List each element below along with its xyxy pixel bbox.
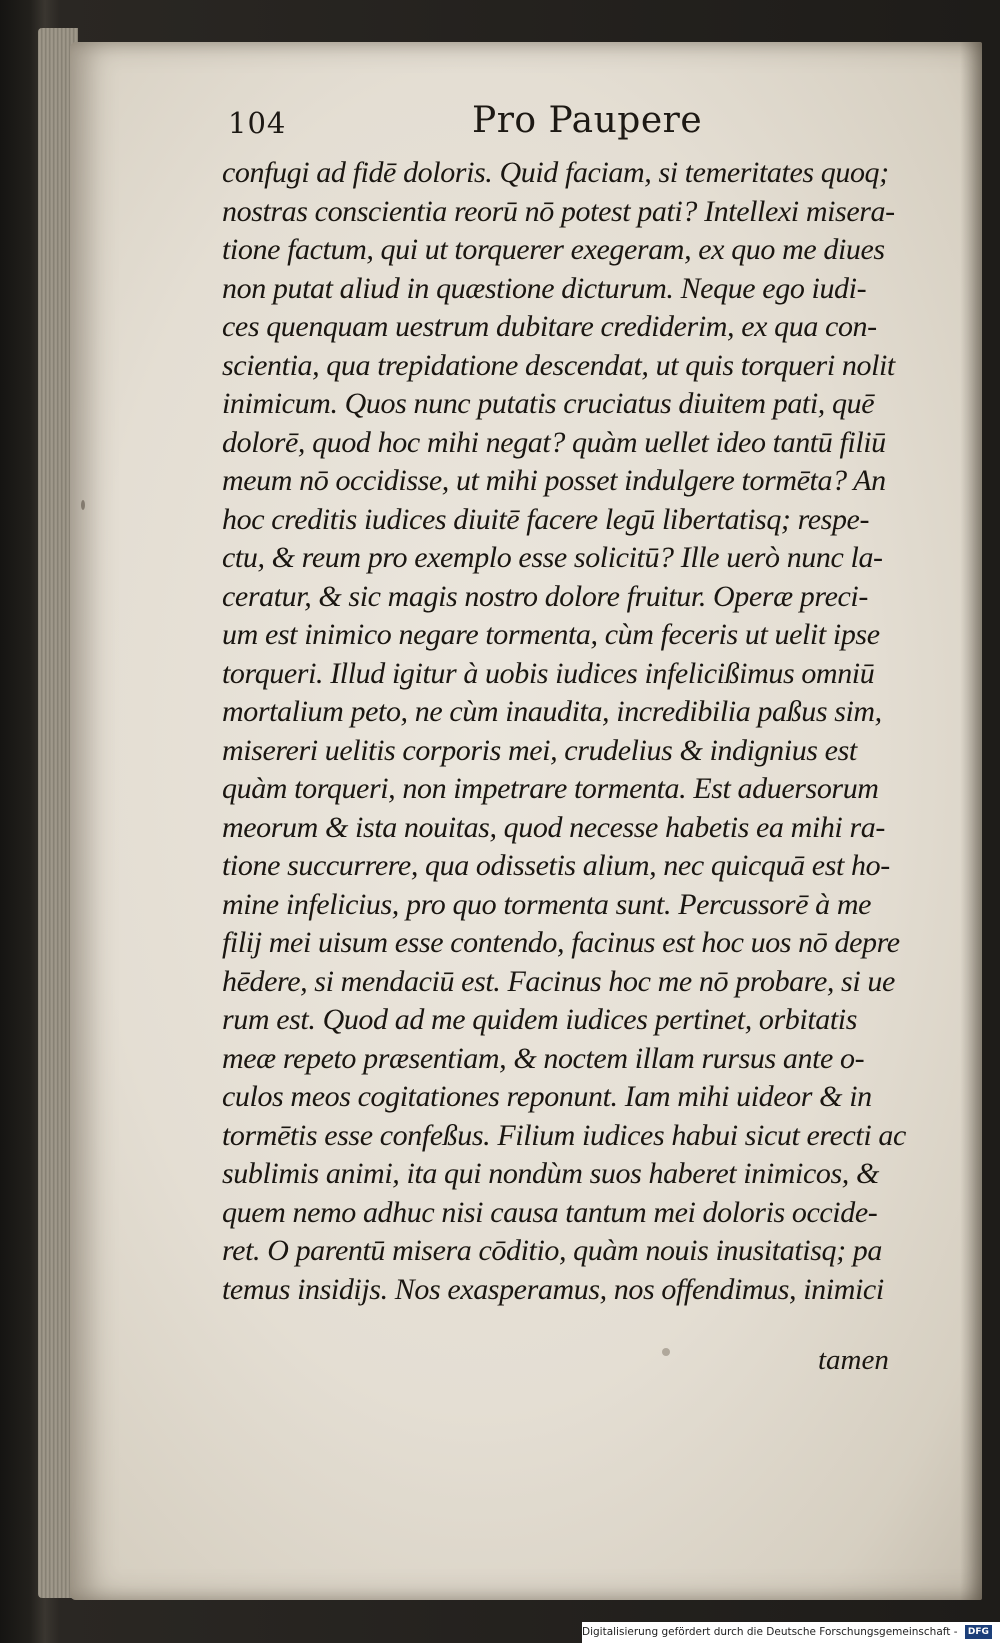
- text-line: misereri uelitis corporis mei, crudelius & indignius est: [222, 733, 857, 767]
- credit-text: Digitalisierung gefördert durch die Deutsche Forschungsgemeinschaft -: [582, 1626, 958, 1638]
- text-line: ret. O parentū misera cōditio, quàm nouis inusitatisq; pa: [222, 1234, 882, 1267]
- ink-spot: [81, 500, 85, 510]
- text-line: quàm torqueri, non impetrare tormenta. Est aduersorum: [222, 772, 879, 805]
- text-line: culos meos cogitationes reponunt. Iam mihi uideor & in: [222, 1080, 872, 1113]
- text-line: meum nō occidisse, ut mihi posset indulgere tormēta? An: [222, 464, 886, 497]
- text-line: ces quenquam uestrum dubitare crediderim, ex qua con-: [222, 310, 877, 343]
- text-line: tione succurrere, qua odissetis alium, nec quicquā est ho-: [222, 849, 890, 882]
- text-line: meæ repeto præsentiam, & noctem illam rursus ante o-: [222, 1041, 865, 1075]
- page-number: 104: [228, 106, 287, 140]
- text-line: dolorē, quod hoc mihi negat? quàm uellet ideo tantū filiū: [222, 425, 886, 459]
- text-line: inimicum. Quos nunc putatis cruciatus diuitem pati, quē: [222, 387, 875, 420]
- text-line: tormētis esse confeßus. Filium iudices habui sicut erecti ac: [222, 1118, 906, 1152]
- ink-spot: [662, 1348, 670, 1356]
- text-line: confugi ad fidē doloris. Quid faciam, si temeritates quoq;: [222, 156, 889, 189]
- page-gutter: [960, 42, 982, 1600]
- text-line: torqueri. Illud igitur à uobis iudices infelicißimus omniū: [222, 656, 875, 690]
- text-line: um est inimico negare tormenta, cùm feceris ut uelit ipse: [222, 618, 880, 651]
- text-line: rum est. Quod ad me quidem iudices pertinet, orbitatis: [222, 1003, 858, 1036]
- text-line: scientia, qua trepidatione descendat, ut quis torqueri nolit: [222, 348, 895, 382]
- running-title: Pro Paupere: [472, 100, 703, 141]
- dfg-logo: DFG: [965, 1625, 992, 1639]
- text-line: meorum & ista nouitas, quod necesse habetis ea mihi ra-: [222, 810, 885, 844]
- text-line: hoc creditis iudices diuitē facere legū libertatisq; respe-: [222, 502, 870, 536]
- text-line: quem nemo adhuc nisi causa tantum mei doloris occide-: [222, 1195, 878, 1229]
- text-line: ctu, & reum pro exemplo esse solicitū? Ille uerò nunc la-: [222, 541, 883, 574]
- page-header: [228, 100, 908, 150]
- text-line: filij mei uisum esse contendo, facinus est hoc uos nō depre: [222, 926, 900, 959]
- text-line: ceratur, & sic magis nostro dolore fruitur. Operæ preci-: [222, 579, 868, 613]
- text-block: [222, 154, 912, 1309]
- text-line: mortalium peto, ne cùm inaudita, incredibilia paßus sim,: [222, 695, 882, 728]
- text-line: tione factum, qui ut torquerer exegeram, ex quo me diues: [222, 233, 885, 266]
- catchword: tamen: [818, 1344, 889, 1376]
- text-line: mine infelicius, pro quo tormenta sunt. Percussorē à me: [222, 887, 872, 921]
- text-line: hēdere, si mendaciū est. Facinus hoc me nō probare, si ue: [222, 964, 895, 998]
- text-line: nostras conscientia reorū nō potest pati? Intellexi misera-: [222, 194, 895, 228]
- text-line: non putat aliud in quæstione dicturum. Neque ego iudi-: [222, 271, 867, 305]
- digitization-credit: [582, 1622, 1000, 1643]
- text-line: temus insidijs. Nos exasperamus, nos offendimus, inimici: [222, 1272, 884, 1306]
- text-line: sublimis animi, ita qui nondùm suos haberet inimicos, &: [222, 1157, 879, 1190]
